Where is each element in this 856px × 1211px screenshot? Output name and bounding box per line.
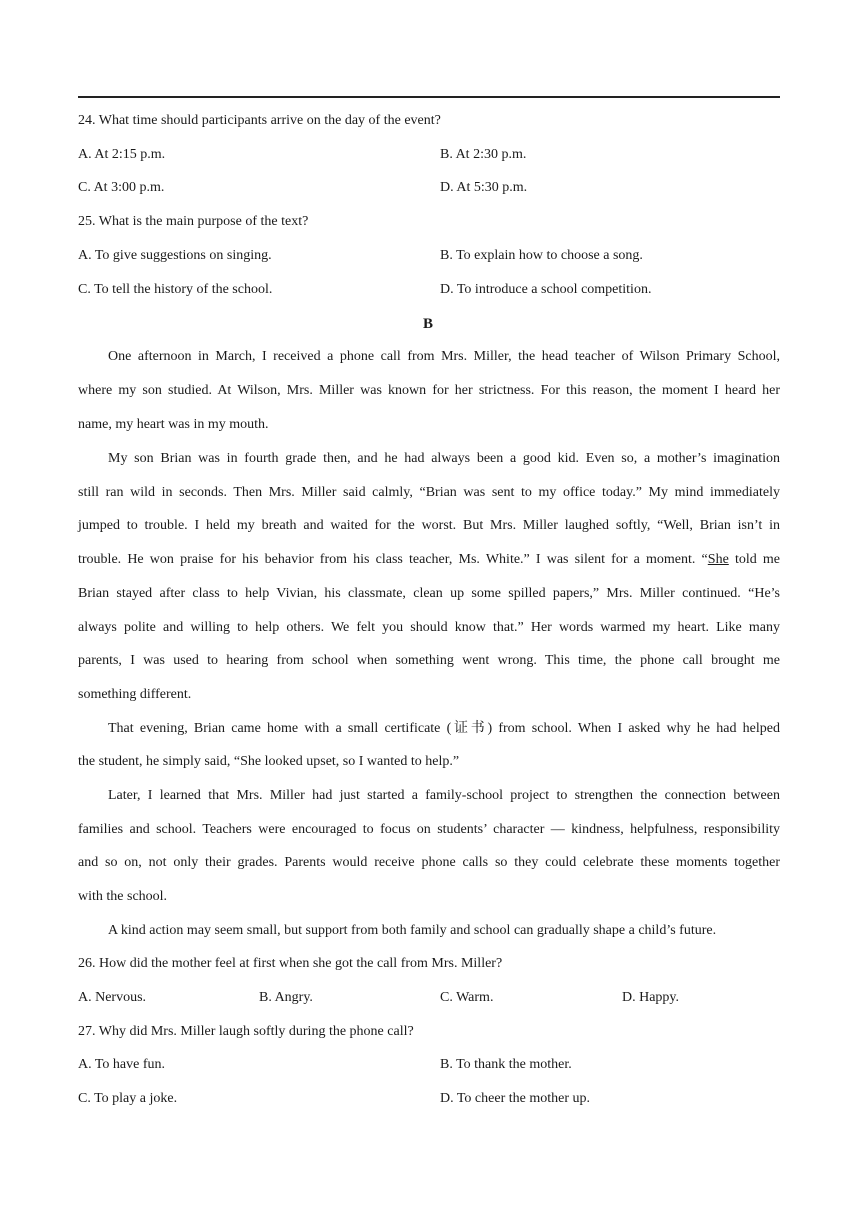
passage-line-with-underline	[78, 550, 780, 570]
passage-line: Brian stayed after class to help Vivian, his classmate, clean up some spilled papers,” Mrs. Miller continued. “He’s	[78, 586, 780, 601]
passage-line: the student, he simply said, “She looked upset, so I wanted to help.”	[78, 754, 460, 769]
q27-option-c: C. To play a joke.	[78, 1091, 178, 1106]
q26-option-a: A. Nervous.	[78, 990, 147, 1005]
header-rule	[78, 96, 780, 98]
q25-option-a: A. To give suggestions on singing.	[78, 248, 272, 263]
q24-option-a: A. At 2:15 p.m.	[78, 147, 166, 162]
passage-line: A kind action may seem small, but support from both family and school can gradually shape a child’s future.	[108, 923, 717, 938]
q25-option-c: C. To tell the history of the school.	[78, 282, 273, 297]
question-26: 26. How did the mother feel at first when she got the call from Mrs. Miller?	[78, 956, 503, 971]
q25-option-d: D. To introduce a school competition.	[440, 282, 652, 297]
passage-line: name, my heart was in my mouth.	[78, 417, 269, 432]
passage-line: One afternoon in March, I received a phone call from Mrs. Miller, the head teacher of Wilson Primary School,	[108, 349, 780, 364]
underlined-word-she: She	[707, 552, 729, 567]
q27-option-d: D. To cheer the mother up.	[440, 1091, 590, 1106]
q26-option-b: B. Angry.	[259, 990, 313, 1005]
section-b-heading: B	[422, 316, 433, 332]
passage-line: jumped to trouble. I held my breath and waited for the worst. But Mrs. Miller laughed softly, “Well, Brian isn’t in	[78, 518, 780, 533]
q25-option-b: B. To explain how to choose a song.	[440, 248, 643, 263]
passage-line: Later, I learned that Mrs. Miller had just started a family-school project to strengthen the connection between	[108, 788, 780, 803]
q24-option-b: B. At 2:30 p.m.	[440, 147, 527, 162]
question-25: 25. What is the main purpose of the text?	[78, 214, 309, 229]
q27-option-a: A. To have fun.	[78, 1057, 166, 1072]
passage-text: trouble. He won praise for his behavior from his class teacher, Ms. White.” I was silent for a moment. “	[78, 552, 708, 567]
passage-line: with the school.	[78, 889, 168, 904]
question-24: 24. What time should participants arrive on the day of the event?	[78, 113, 441, 128]
passage-line: always polite and willing to help others. We felt you should know that.” Her words warmed my heart. Like many	[78, 620, 780, 635]
question-27: 27. Why did Mrs. Miller laugh softly during the phone call?	[78, 1024, 414, 1039]
q26-option-d: D. Happy.	[622, 990, 680, 1005]
passage-line: families and school. Teachers were encouraged to focus on students’ character — kindness, helpfulness, responsibility	[78, 822, 780, 837]
passage-text: told me	[728, 552, 780, 567]
q24-option-d: D. At 5:30 p.m.	[440, 180, 528, 195]
passage-line: and so on, not only their grades. Parents would receive phone calls so they could celebrate these moments together	[78, 855, 780, 870]
passage-line: parents, I was used to hearing from school when something went wrong. This time, the phone call brought me	[78, 653, 780, 668]
passage-line: My son Brian was in fourth grade then, and he had always been a good kid. Even so, a mother’s imagination	[108, 451, 780, 466]
passage-line: something different.	[78, 687, 192, 702]
q24-option-c: C. At 3:00 p.m.	[78, 180, 165, 195]
q26-option-c: C. Warm.	[440, 990, 494, 1005]
passage-line: still ran wild in seconds. Then Mrs. Miller said calmly, “Brian was sent to my office today.” My mind immediately	[78, 485, 780, 500]
passage-line: where my son studied. At Wilson, Mrs. Miller was known for her strictness. For this reason, the moment I heard her	[78, 383, 780, 398]
q27-option-b: B. To thank the mother.	[440, 1057, 572, 1072]
passage-line: That evening, Brian came home with a small certificate (证书) from school. When I asked why he had helped	[108, 721, 780, 736]
